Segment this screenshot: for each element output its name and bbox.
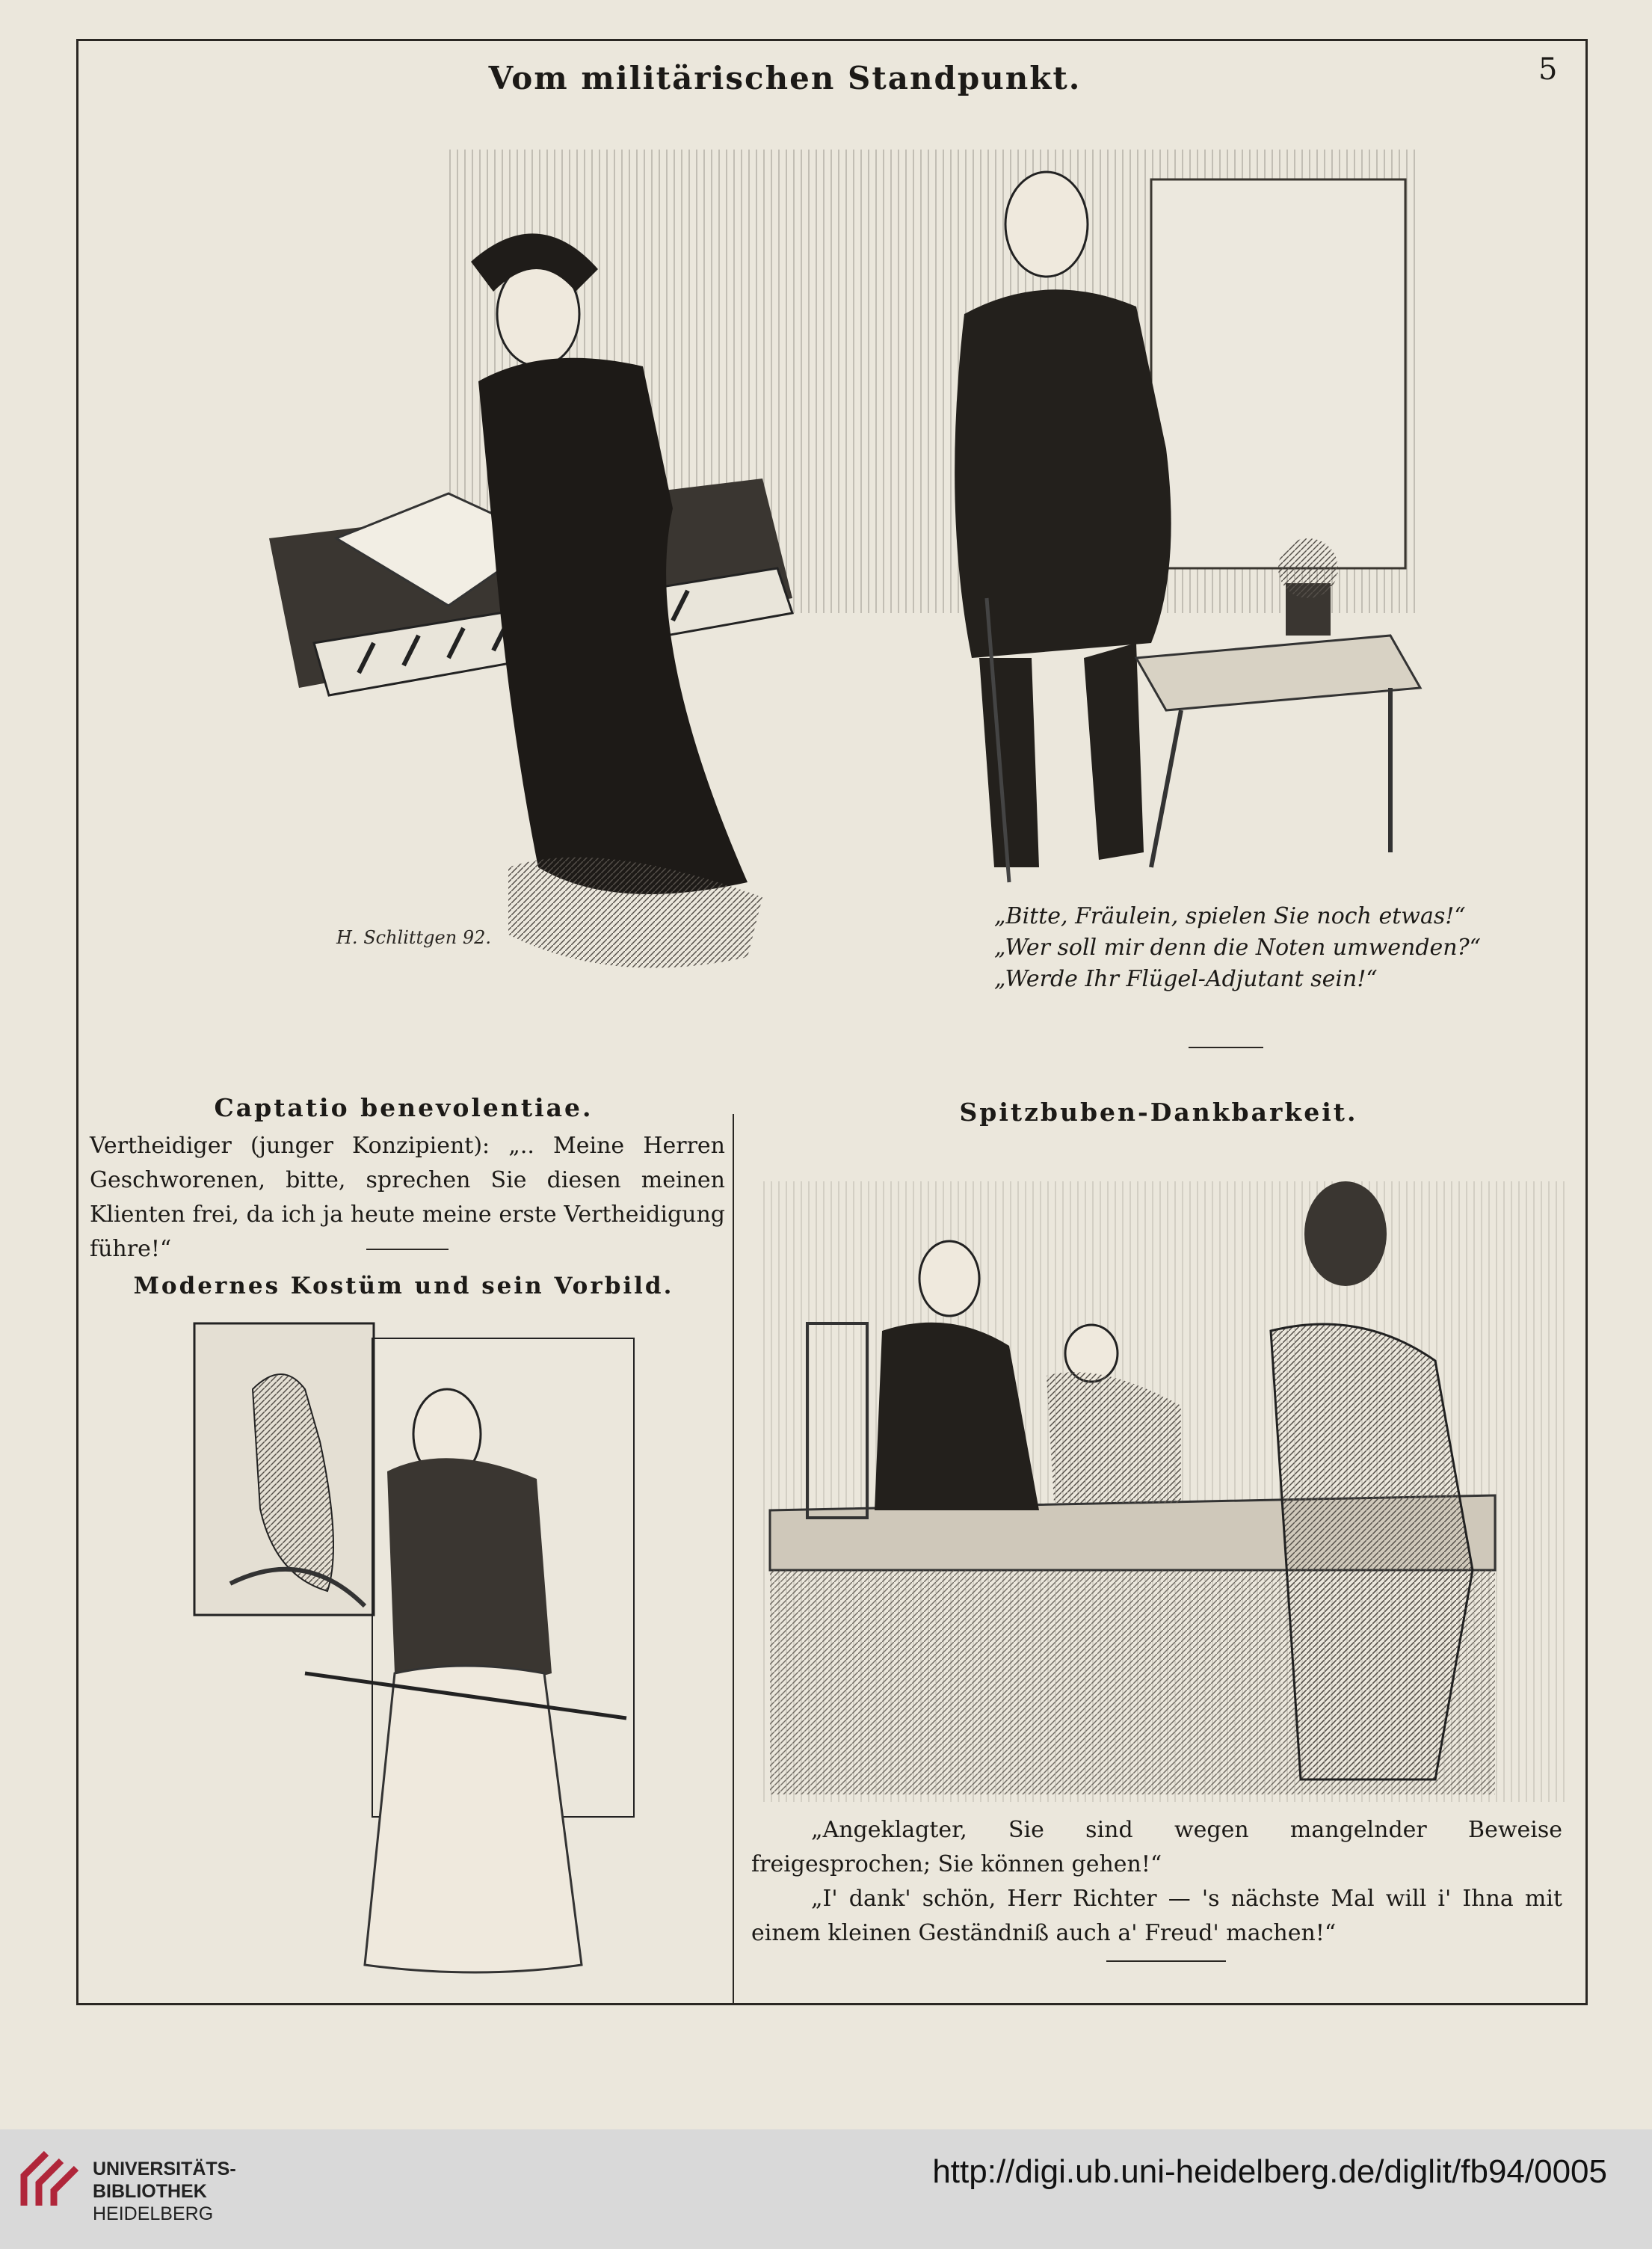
library-logo-icon[interactable] [16, 2146, 84, 2213]
divider-main [1189, 1047, 1263, 1048]
caption-line-1: „Bitte, Fräulein, spielen Sie noch etwas!“ [994, 903, 1466, 929]
column-divider [733, 1114, 734, 2004]
captatio-title: Captatio benevolentiae. [214, 1093, 594, 1122]
divider-spitzbuben [1106, 1960, 1226, 1962]
caption-line-3: „Werde Ihr Flügel-Adjutant sein!“ [994, 966, 1378, 992]
library-name-line-2: BIBLIOTHEK [93, 2181, 207, 2202]
kostuem-title: Modernes Kostüm und sein Vorbild. [133, 1273, 674, 1299]
illustration-vulture-costume [193, 1322, 641, 1995]
source-url-link[interactable]: http://digi.ub.uni-heidelberg.de/diglit/fb94/0005 [932, 2153, 1607, 2190]
captatio-text: Vertheidiger (junger Konzipient): „.. Meine Herren Geschworenen, bitte, sprechen Sie diesen meinen Klienten frei, da ich ja heute meine erste Vertheidigung führe!“ [90, 1133, 725, 1262]
spitzbuben-caption-2: „I' dank' schön, Herr Richter — 's nächste Mal will i' Ihna mit einem kleinen Geständniß auch a' Freud' machen!“ [751, 1886, 1562, 1946]
illustration-signature: H. Schlittgen 92. [336, 927, 491, 948]
main-caption [994, 901, 1517, 995]
library-name[interactable] [93, 2158, 236, 2225]
page-number: 5 [1538, 52, 1558, 87]
illustration-courtroom [762, 1181, 1570, 1802]
spitzbuben-title: Spitzbuben-Dankbarkeit. [959, 1098, 1358, 1127]
main-title: Vom militärischen Standpunkt. [488, 60, 1082, 96]
library-name-line-3: HEIDELBERG [93, 2203, 214, 2224]
spitzbuben-caption-1: „Angeklagter, Sie sind wegen mangelnder Beweise freigesprochen; Sie können gehen!“ [751, 1817, 1562, 1877]
caption-line-2: „Wer soll mir denn die Noten umwenden?“ [994, 935, 1482, 961]
library-name-line-1: UNIVERSITÄTS- [93, 2159, 236, 2179]
divider-captatio [366, 1249, 449, 1250]
